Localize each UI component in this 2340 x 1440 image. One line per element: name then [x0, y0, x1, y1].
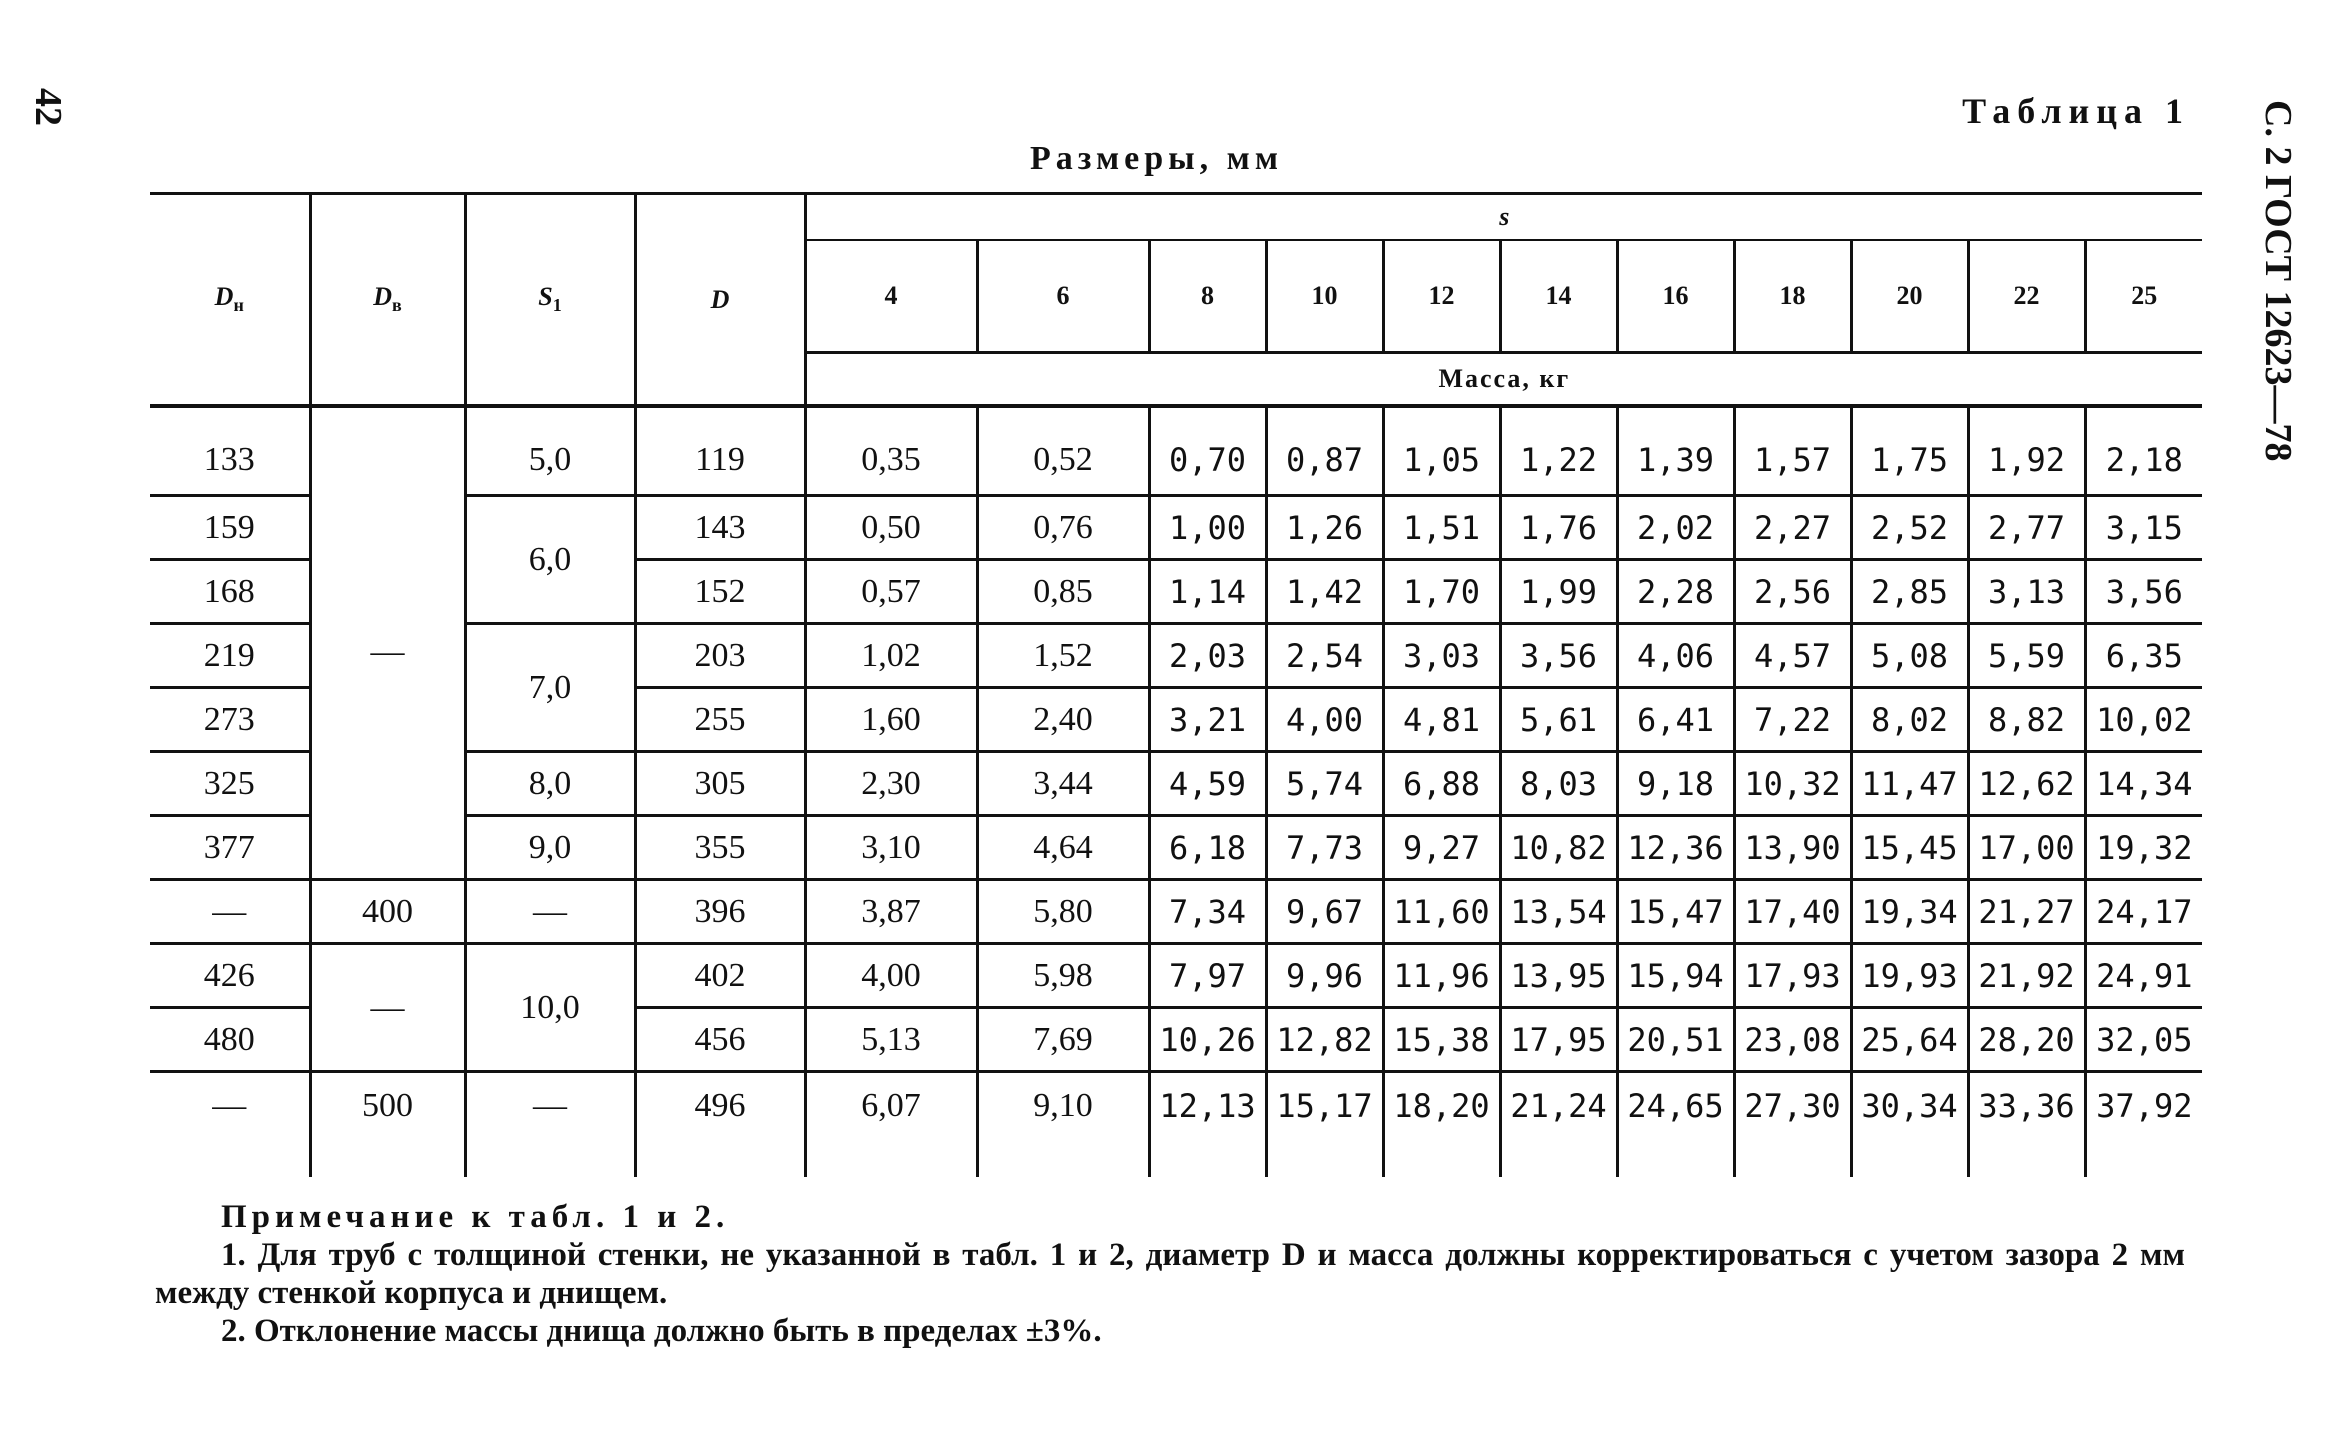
- cell-mass: 9,10: [977, 1072, 1149, 1178]
- cell-d: 456: [635, 1008, 805, 1072]
- cell-mass: 13,90: [1734, 816, 1851, 880]
- cell-s1: 10,0: [465, 944, 635, 1072]
- cell-d: 402: [635, 944, 805, 1008]
- header-dv: $D_в$: [310, 194, 465, 407]
- cell-mass: 6,35: [2085, 624, 2202, 688]
- cell-mass: 10,02: [2085, 688, 2202, 752]
- table-row: [150, 406, 2202, 496]
- cell-mass: 0,52: [977, 406, 1149, 496]
- cell-mass: 2,85: [1851, 560, 1968, 624]
- cell-d: 496: [635, 1072, 805, 1178]
- cell-d: 152: [635, 560, 805, 624]
- header-s-value: 12: [1383, 240, 1500, 353]
- table-row: [150, 944, 2202, 1008]
- cell-mass: 15,17: [1266, 1072, 1383, 1178]
- cell-dv: 500: [310, 1072, 465, 1178]
- header-s1: $S_1$: [465, 194, 635, 407]
- cell-d: 143: [635, 496, 805, 560]
- cell-mass: 7,34: [1149, 880, 1266, 944]
- cell-mass: 21,24: [1500, 1072, 1617, 1178]
- header-s-value: 14: [1500, 240, 1617, 353]
- cell-mass: 21,92: [1968, 944, 2085, 1008]
- cell-mass: 1,00: [1149, 496, 1266, 560]
- cell-mass: 0,35: [805, 406, 977, 496]
- cell-s1: 6,0: [465, 496, 635, 624]
- cell-mass: 5,74: [1266, 752, 1383, 816]
- cell-d: 119: [635, 406, 805, 496]
- cell-mass: 10,26: [1149, 1008, 1266, 1072]
- cell-mass: 15,45: [1851, 816, 1968, 880]
- header-s-value: 10: [1266, 240, 1383, 353]
- cell-mass: 9,27: [1383, 816, 1500, 880]
- cell-mass: 0,85: [977, 560, 1149, 624]
- cell-mass: 7,69: [977, 1008, 1149, 1072]
- cell-mass: 4,57: [1734, 624, 1851, 688]
- cell-dn: —: [212, 1087, 247, 1124]
- cell-mass: 17,95: [1500, 1008, 1617, 1072]
- cell-mass: 8,02: [1851, 688, 1968, 752]
- cell-mass: 12,13: [1149, 1072, 1266, 1178]
- cell-mass: 15,94: [1617, 944, 1734, 1008]
- cell-mass: 11,60: [1383, 880, 1500, 944]
- cell-mass: 13,54: [1500, 880, 1617, 944]
- cell-mass: 7,22: [1734, 688, 1851, 752]
- cell-mass: 2,77: [1968, 496, 2085, 560]
- cell-mass: 9,18: [1617, 752, 1734, 816]
- cell-d: 203: [635, 624, 805, 688]
- cell-mass: 1,60: [805, 688, 977, 752]
- cell-mass: 2,40: [977, 688, 1149, 752]
- cell-mass: 2,28: [1617, 560, 1734, 624]
- cell-dn: 273: [150, 688, 310, 752]
- cell-dv: —: [310, 944, 465, 1072]
- cell-mass: 2,30: [805, 752, 977, 816]
- cell-dn: 219: [150, 624, 310, 688]
- cell-mass: 17,40: [1734, 880, 1851, 944]
- cell-mass: 9,96: [1266, 944, 1383, 1008]
- cell-mass: 5,08: [1851, 624, 1968, 688]
- cell-s1: 7,0: [465, 624, 635, 752]
- header-s-value: 4: [805, 240, 977, 353]
- cell-mass: 2,54: [1266, 624, 1383, 688]
- header-s-value: 20: [1851, 240, 1968, 353]
- cell-mass: 2,52: [1851, 496, 1968, 560]
- cell-s1: 9,0: [465, 816, 635, 880]
- cell-mass: 1,26: [1266, 496, 1383, 560]
- cell-mass: 4,64: [977, 816, 1149, 880]
- cell-mass: 1,57: [1734, 406, 1851, 496]
- cell-mass: 1,39: [1617, 406, 1734, 496]
- cell-mass: 1,52: [977, 624, 1149, 688]
- cell-mass: 24,17: [2085, 880, 2202, 944]
- cell-mass: 0,87: [1266, 406, 1383, 496]
- cell-mass: 1,75: [1851, 406, 1968, 496]
- cell-mass: 3,10: [805, 816, 977, 880]
- table-caption: Размеры, мм: [1030, 140, 1283, 177]
- header-mass: Масса, кг: [805, 353, 2202, 407]
- cell-mass: 21,27: [1968, 880, 2085, 944]
- cell-mass: 10,32: [1734, 752, 1851, 816]
- cell-mass: 30,34: [1851, 1072, 1968, 1178]
- cell-mass: 1,76: [1500, 496, 1617, 560]
- header-s-value: 8: [1149, 240, 1266, 353]
- cell-mass: 3,21: [1149, 688, 1266, 752]
- cell-mass: 7,97: [1149, 944, 1266, 1008]
- cell-mass: 2,27: [1734, 496, 1851, 560]
- cell-mass: 12,62: [1968, 752, 2085, 816]
- cell-mass: 9,67: [1266, 880, 1383, 944]
- cell-mass: 13,95: [1500, 944, 1617, 1008]
- cell-mass: 15,47: [1617, 880, 1734, 944]
- cell-mass: 32,05: [2085, 1008, 2202, 1072]
- cell-mass: 1,14: [1149, 560, 1266, 624]
- cell-mass: 1,22: [1500, 406, 1617, 496]
- header-s-value: 22: [1968, 240, 2085, 353]
- cell-mass: 5,98: [977, 944, 1149, 1008]
- header-dn: $D_н$: [150, 194, 310, 407]
- cell-mass: 19,93: [1851, 944, 1968, 1008]
- cell-d: 355: [635, 816, 805, 880]
- cell-mass: 25,64: [1851, 1008, 1968, 1072]
- cell-mass: 3,87: [805, 880, 977, 944]
- cell-mass: 3,56: [2085, 560, 2202, 624]
- cell-mass: 3,13: [1968, 560, 2085, 624]
- cell-mass: 2,03: [1149, 624, 1266, 688]
- cell-mass: 6,41: [1617, 688, 1734, 752]
- cell-mass: 0,50: [805, 496, 977, 560]
- cell-mass: 4,00: [1266, 688, 1383, 752]
- header-s-value: 25: [2085, 240, 2202, 353]
- cell-mass: 4,00: [805, 944, 977, 1008]
- cell-mass: 1,92: [1968, 406, 2085, 496]
- cell-mass: 19,34: [1851, 880, 1968, 944]
- cell-mass: 5,13: [805, 1008, 977, 1072]
- cell-mass: 33,36: [1968, 1072, 2085, 1178]
- cell-mass: 1,02: [805, 624, 977, 688]
- notes: [155, 1198, 2185, 1350]
- cell-mass: 12,36: [1617, 816, 1734, 880]
- header-s-value: 16: [1617, 240, 1734, 353]
- cell-mass: 7,73: [1266, 816, 1383, 880]
- cell-s1: 8,0: [465, 752, 635, 816]
- cell-mass: 0,76: [977, 496, 1149, 560]
- note-2: 2. Отклонение массы днища должно быть в пределах ±3%.: [221, 1313, 1102, 1349]
- cell-s1: 5,0: [465, 406, 635, 496]
- header-s: s: [805, 194, 2202, 241]
- cell-mass: 8,03: [1500, 752, 1617, 816]
- cell-dn: 159: [150, 496, 310, 560]
- cell-dn: 480: [150, 1008, 310, 1072]
- cell-mass: 1,70: [1383, 560, 1500, 624]
- cell-mass: 1,42: [1266, 560, 1383, 624]
- cell-mass: 17,00: [1968, 816, 2085, 880]
- cell-mass: 3,56: [1500, 624, 1617, 688]
- cell-mass: 3,44: [977, 752, 1149, 816]
- cell-dn: 325: [150, 752, 310, 816]
- cell-mass: 15,38: [1383, 1008, 1500, 1072]
- cell-mass: 12,82: [1266, 1008, 1383, 1072]
- cell-d: 305: [635, 752, 805, 816]
- header-d: D: [635, 194, 805, 407]
- cell-mass: 6,07: [805, 1072, 977, 1178]
- cell-dv: 400: [310, 880, 465, 944]
- cell-mass: 3,15: [2085, 496, 2202, 560]
- cell-mass: 6,88: [1383, 752, 1500, 816]
- cell-mass: 19,32: [2085, 816, 2202, 880]
- cell-mass: 2,18: [2085, 406, 2202, 496]
- cell-mass: 3,03: [1383, 624, 1500, 688]
- cell-mass: 18,20: [1383, 1072, 1500, 1178]
- cell-mass: 14,34: [2085, 752, 2202, 816]
- cell-mass: 10,82: [1500, 816, 1617, 880]
- cell-s1: —: [465, 1072, 635, 1178]
- cell-mass: 0,57: [805, 560, 977, 624]
- cell-dn: 133: [150, 406, 310, 496]
- cell-mass: 4,81: [1383, 688, 1500, 752]
- cell-mass: 37,92: [2085, 1072, 2202, 1178]
- side-header-standard: С. 2 ГОСТ 12623—78: [2257, 100, 2299, 462]
- cell-d: 396: [635, 880, 805, 944]
- cell-mass: 17,93: [1734, 944, 1851, 1008]
- cell-mass: 28,20: [1968, 1008, 2085, 1072]
- table-title: Таблица 1: [1962, 91, 2190, 131]
- cell-s1: —: [465, 880, 635, 944]
- note-1: 1. Для труб с толщиной стенки, не указанной в табл. 1 и 2, диаметр D и масса должны корректироваться с учетом зазора 2 мм между стенкой корпуса и днищем.: [155, 1237, 2185, 1311]
- cell-mass: 5,61: [1500, 688, 1617, 752]
- cell-mass: 4,06: [1617, 624, 1734, 688]
- cell-d: 255: [635, 688, 805, 752]
- cell-dn: 426: [150, 944, 310, 1008]
- page-number: 42: [27, 88, 69, 126]
- cell-dv: —: [310, 406, 465, 880]
- cell-dn: 377: [150, 816, 310, 880]
- header-s-value: 6: [977, 240, 1149, 353]
- cell-dn: 168: [150, 560, 310, 624]
- cell-mass: 2,56: [1734, 560, 1851, 624]
- cell-mass: 4,59: [1149, 752, 1266, 816]
- dimensions-table: [150, 192, 2202, 1177]
- cell-mass: 24,65: [1617, 1072, 1734, 1178]
- cell-mass: 5,59: [1968, 624, 2085, 688]
- cell-mass: 2,02: [1617, 496, 1734, 560]
- cell-mass: 23,08: [1734, 1008, 1851, 1072]
- cell-mass: 11,47: [1851, 752, 1968, 816]
- cell-mass: 24,91: [2085, 944, 2202, 1008]
- cell-mass: 1,05: [1383, 406, 1500, 496]
- cell-mass: 20,51: [1617, 1008, 1734, 1072]
- notes-title: Примечание к табл. 1 и 2.: [221, 1199, 730, 1235]
- cell-dn: —: [150, 880, 310, 944]
- cell-mass: 27,30: [1734, 1072, 1851, 1178]
- cell-mass: 1,99: [1500, 560, 1617, 624]
- table-row: [150, 880, 2202, 944]
- table-row: [150, 1072, 2202, 1178]
- header-s-value: 18: [1734, 240, 1851, 353]
- cell-mass: 6,18: [1149, 816, 1266, 880]
- cell-mass: 8,82: [1968, 688, 2085, 752]
- cell-mass: 0,70: [1149, 406, 1266, 496]
- cell-mass: 5,80: [977, 880, 1149, 944]
- cell-mass: 11,96: [1383, 944, 1500, 1008]
- cell-mass: 1,51: [1383, 496, 1500, 560]
